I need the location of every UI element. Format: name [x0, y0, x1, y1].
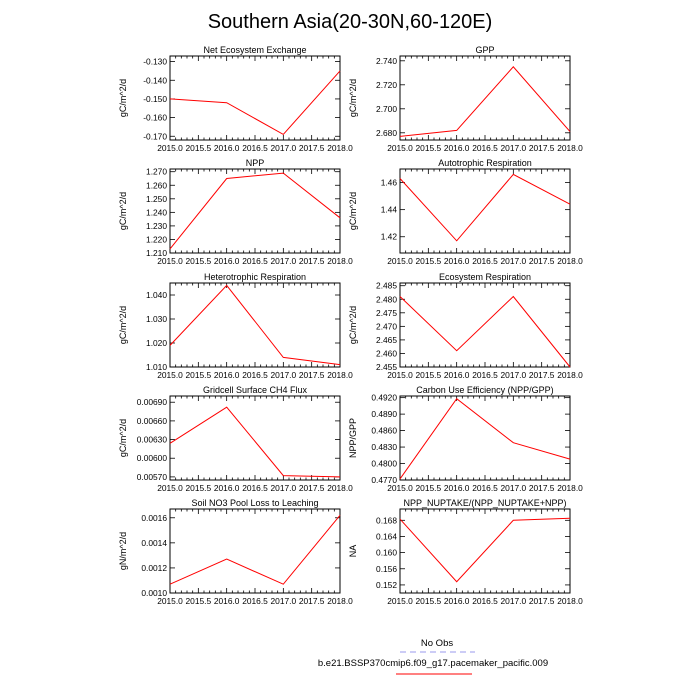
plot-frame: [400, 169, 570, 253]
y-axis-label: NPP/GPP: [348, 417, 358, 459]
y-tick-label: 2.455: [376, 362, 397, 372]
x-tick-label: 2016.5: [242, 370, 268, 380]
y-tick-label: 0.00660: [136, 415, 167, 426]
y-tick-label: 0.00600: [136, 453, 167, 464]
x-tick-label: 2016.0: [213, 143, 240, 153]
y-tick-label: -0.140: [143, 75, 167, 86]
y-tick-label: -0.130: [143, 56, 167, 67]
plot-frame: [170, 283, 340, 367]
y-tick-label: 2.700: [376, 103, 397, 114]
panel-8: [118, 498, 353, 606]
y-tick-label: 0.152: [376, 579, 397, 590]
y-tick-label: 0.0010: [141, 588, 167, 598]
panel-9: [348, 498, 583, 606]
x-tick-label: 2018.0: [327, 483, 353, 493]
x-tick-label: 2017.0: [270, 596, 297, 606]
y-tick-label: 2.485: [376, 280, 397, 291]
y-tick-label: -0.170: [143, 131, 167, 142]
panel-1: [348, 45, 583, 153]
x-tick-label: 2017.0: [270, 483, 297, 493]
panel-title: Heterotrophic Respiration: [203, 272, 307, 282]
y-axis-label: gC/m^2/d: [118, 78, 128, 118]
panel-6: [118, 385, 353, 493]
y-tick-label: 1.230: [146, 220, 167, 231]
plot-frame: [400, 396, 570, 480]
x-tick-label: 2015.5: [415, 370, 442, 380]
y-tick-label: 2.720: [376, 79, 397, 90]
x-tick-label: 2018.0: [557, 370, 583, 380]
y-tick-label: 0.0012: [141, 562, 167, 573]
y-tick-label: 0.160: [376, 547, 397, 558]
x-tick-label: 2016.0: [213, 483, 240, 493]
x-tick-label: 2017.5: [298, 483, 325, 493]
y-tick-label: 2.680: [376, 127, 397, 138]
y-tick-label: 1.46: [380, 177, 397, 188]
x-tick-label: 2015.5: [185, 483, 212, 493]
x-tick-label: 2015.0: [157, 596, 183, 606]
plot-frame: [170, 396, 340, 480]
x-tick-label: 2015.5: [415, 256, 442, 266]
x-tick-label: 2017.5: [528, 370, 555, 380]
y-tick-label: 0.4890: [371, 409, 397, 420]
x-tick-label: 2018.0: [557, 596, 583, 606]
y-tick-label: 1.42: [380, 231, 397, 242]
y-axis-label: gC/m^2/d: [348, 191, 358, 231]
x-tick-label: 2017.0: [500, 596, 527, 606]
y-tick-label: 0.168: [376, 515, 397, 526]
series-line: [400, 67, 570, 137]
y-tick-label: -0.160: [143, 112, 167, 123]
x-tick-label: 2015.0: [387, 256, 413, 266]
panel-0: [118, 45, 353, 153]
y-tick-label: 1.240: [146, 207, 167, 218]
x-tick-label: 2016.5: [242, 143, 268, 153]
y-tick-label: 0.4920: [371, 392, 397, 403]
x-tick-label: 2015.5: [185, 143, 212, 153]
x-tick-label: 2015.0: [387, 370, 413, 380]
y-tick-label: 0.4860: [371, 425, 397, 436]
x-tick-label: 2015.5: [185, 256, 212, 266]
plot-frame: [170, 169, 340, 253]
x-tick-label: 2018.0: [557, 483, 583, 493]
y-tick-label: 0.0014: [141, 537, 167, 548]
x-tick-label: 2017.0: [500, 370, 527, 380]
y-tick-label: 1.010: [146, 362, 167, 372]
x-tick-label: 2015.0: [157, 143, 183, 153]
figure-title: Southern Asia(20-30N,60-120E): [207, 11, 493, 33]
x-tick-label: 2017.5: [298, 596, 325, 606]
x-tick-label: 2016.0: [443, 143, 470, 153]
x-tick-label: 2017.5: [528, 143, 555, 153]
panel-4: [118, 272, 353, 380]
x-tick-label: 2016.0: [213, 256, 240, 266]
x-tick-label: 2018.0: [557, 143, 583, 153]
series-line: [400, 297, 570, 368]
y-tick-label: 2.465: [376, 334, 397, 345]
y-tick-label: 2.470: [376, 321, 397, 332]
y-tick-label: 1.250: [146, 193, 167, 204]
x-tick-label: 2015.0: [387, 143, 413, 153]
y-tick-label: 0.4800: [371, 458, 397, 469]
x-tick-label: 2015.5: [185, 596, 212, 606]
panel-7: [348, 385, 583, 493]
y-tick-label: -0.150: [143, 93, 167, 104]
y-tick-label: 0.00690: [136, 397, 167, 408]
x-tick-label: 2017.5: [298, 256, 325, 266]
x-tick-label: 2016.5: [472, 143, 498, 153]
x-tick-label: 2017.0: [270, 256, 297, 266]
y-tick-label: 0.4770: [371, 475, 397, 485]
x-tick-label: 2015.0: [387, 596, 413, 606]
plot-frame: [170, 56, 340, 140]
y-tick-label: 0.00570: [136, 471, 167, 482]
x-tick-label: 2015.0: [387, 483, 413, 493]
legend-label-no-obs: No Obs: [420, 638, 454, 649]
x-tick-label: 2015.5: [415, 143, 442, 153]
plot-frame: [170, 509, 340, 593]
x-tick-label: 2016.0: [443, 370, 470, 380]
x-tick-label: 2018.0: [327, 256, 353, 266]
x-tick-label: 2017.0: [270, 370, 297, 380]
panel-2: [118, 158, 353, 266]
panel-title: NPP: [245, 158, 265, 168]
panel-title: Soil NO3 Pool Loss to Leaching: [191, 498, 319, 508]
panel-title: Carbon Use Efficiency (NPP/GPP): [416, 385, 554, 395]
y-axis-label: gC/m^2/d: [118, 191, 128, 231]
legend: [318, 638, 548, 674]
panel-title: GPP: [475, 45, 495, 55]
x-tick-label: 2017.5: [298, 370, 325, 380]
x-tick-label: 2016.0: [443, 256, 470, 266]
series-line: [170, 515, 340, 584]
panels-grid: [118, 45, 583, 606]
panel-title: Gridcell Surface CH4 Flux: [202, 385, 308, 395]
y-tick-label: 1.030: [146, 314, 167, 324]
y-tick-label: 1.210: [146, 248, 167, 258]
y-axis-label: NA: [348, 544, 358, 558]
series-line: [400, 174, 570, 240]
panel-title: Net Ecosystem Exchange: [203, 45, 307, 55]
panel-title: NPP_NUPTAKE/(NPP_NUPTAKE+NPP): [403, 498, 567, 508]
x-tick-label: 2018.0: [327, 143, 353, 153]
x-tick-label: 2016.0: [213, 596, 240, 606]
panel-3: [348, 158, 583, 266]
x-tick-label: 2017.5: [528, 596, 555, 606]
y-tick-label: 1.260: [146, 180, 167, 191]
y-axis-label: gC/m^2/d: [118, 305, 128, 345]
y-tick-label: 1.220: [146, 234, 167, 245]
panel-title: Autotrophic Respiration: [438, 158, 532, 168]
y-tick-label: 0.0016: [141, 512, 167, 523]
series-line: [400, 399, 570, 479]
plot-frame: [400, 283, 570, 367]
x-tick-label: 2016.5: [472, 596, 498, 606]
x-tick-label: 2018.0: [327, 596, 353, 606]
y-axis-label: gC/m^2/d: [118, 418, 128, 458]
x-tick-label: 2016.0: [443, 596, 470, 606]
x-tick-label: 2016.0: [213, 370, 240, 380]
y-tick-label: 0.4830: [371, 442, 397, 453]
panel-5: [348, 272, 583, 380]
x-tick-label: 2015.0: [157, 370, 183, 380]
y-tick-label: 1.270: [146, 166, 167, 177]
y-tick-label: 2.460: [376, 348, 397, 359]
x-tick-label: 2015.0: [157, 256, 183, 266]
y-axis-label: gC/m^2/d: [348, 78, 358, 118]
x-tick-label: 2015.5: [415, 483, 442, 493]
x-tick-label: 2017.5: [298, 143, 325, 153]
series-line: [170, 407, 340, 477]
series-line: [170, 173, 340, 249]
x-tick-label: 2017.5: [528, 256, 555, 266]
x-tick-label: 2016.5: [472, 370, 498, 380]
y-tick-label: 1.020: [146, 338, 167, 348]
y-axis-label: gN/m^2/d: [118, 531, 128, 571]
x-tick-label: 2016.5: [472, 483, 498, 493]
y-tick-label: 1.44: [380, 204, 397, 215]
series-line: [170, 285, 340, 364]
x-tick-label: 2017.0: [500, 483, 527, 493]
y-tick-label: 1.040: [146, 290, 167, 300]
x-tick-label: 2016.0: [443, 483, 470, 493]
x-tick-label: 2018.0: [327, 370, 353, 380]
x-tick-label: 2017.0: [500, 143, 527, 153]
x-tick-label: 2016.5: [242, 256, 268, 266]
x-tick-label: 2016.5: [472, 256, 498, 266]
x-tick-label: 2017.0: [500, 256, 527, 266]
y-tick-label: 2.480: [376, 294, 397, 305]
x-tick-label: 2015.5: [415, 596, 442, 606]
y-tick-label: 2.475: [376, 307, 397, 318]
x-tick-label: 2016.5: [242, 483, 268, 493]
y-axis-label: gC/m^2/d: [348, 305, 358, 345]
x-tick-label: 2015.0: [157, 483, 183, 493]
series-line: [400, 518, 570, 581]
x-tick-label: 2016.5: [242, 596, 268, 606]
y-tick-label: 0.164: [376, 531, 397, 542]
series-line: [170, 71, 340, 134]
x-tick-label: 2018.0: [557, 256, 583, 266]
x-tick-label: 2015.5: [185, 370, 212, 380]
legend-label-case: b.e21.BSSP370cmip6.f09_g17.pacemaker_pacific.009: [317, 658, 549, 669]
x-tick-label: 2017.5: [528, 483, 555, 493]
panel-title: Ecosystem Respiration: [438, 272, 532, 282]
y-tick-label: 0.00630: [136, 434, 167, 445]
y-tick-label: 2.740: [376, 55, 397, 66]
y-tick-label: 0.156: [376, 563, 397, 574]
x-tick-label: 2017.0: [270, 143, 297, 153]
